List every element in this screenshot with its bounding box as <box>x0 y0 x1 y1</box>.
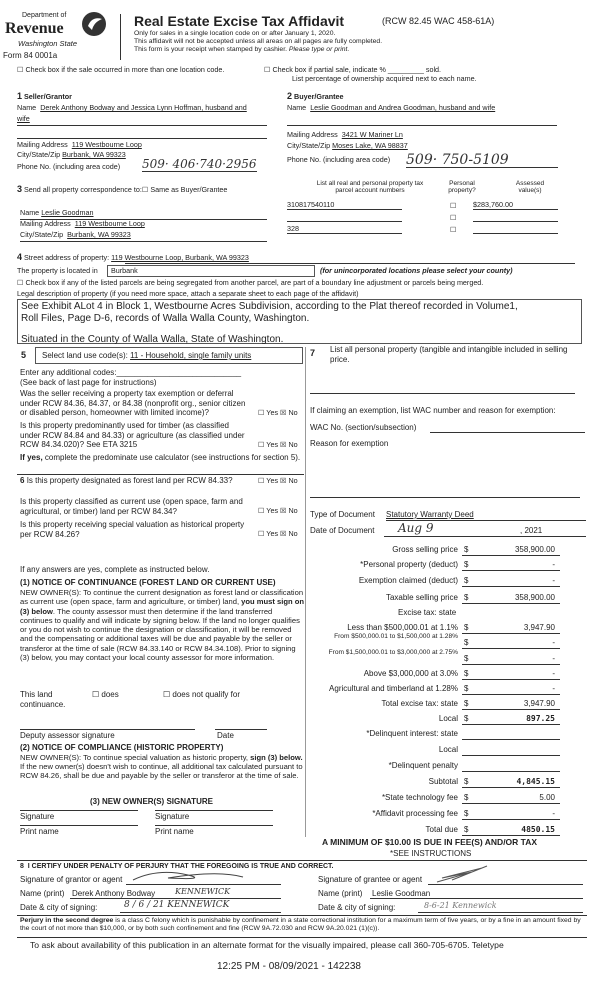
label: The property is located in <box>17 266 98 275</box>
t: NEW OWNER(S): To continue the current designation as forest land or classification as current use (open space, farm and agriculture, or timber) land, <box>20 588 304 607</box>
logo-state: Washington State <box>18 39 78 48</box>
line <box>418 912 583 913</box>
q-forest <box>20 476 250 486</box>
print-name-line[interactable] <box>155 825 273 826</box>
dollar-sign: $ <box>464 714 469 723</box>
signature-line[interactable] <box>155 810 273 811</box>
additional-codes[interactable] <box>20 368 241 387</box>
value: Leslie Goodman <box>41 208 94 217</box>
tax-row-label: *Personal property (deduct) <box>360 560 458 569</box>
label: Date & city of signing: <box>20 903 98 912</box>
section-number: 3 <box>17 184 23 194</box>
tax-row-value[interactable]: 358,900.00 <box>514 545 555 554</box>
dollar-sign: $ <box>464 576 469 585</box>
minimum-due-note: A MINIMUM OF $10.00 IS DUE IN FEE(S) AND/OR TAX <box>322 837 538 847</box>
does-checkbox[interactable]: ☐ does <box>92 690 119 699</box>
section-number: 2 <box>287 91 293 101</box>
parcel-number[interactable]: 328 <box>287 225 402 234</box>
land-use-select[interactable] <box>35 347 303 364</box>
label: Name (print) <box>318 889 363 898</box>
exemption-label: If claiming an exemption, list WAC number and reason for exemption: <box>310 406 556 415</box>
seller-mail-field[interactable] <box>17 141 142 149</box>
label: Print name <box>155 827 194 836</box>
tax-row-line <box>462 709 560 710</box>
dollar-sign: $ <box>464 545 469 554</box>
seller-heading <box>17 91 72 101</box>
label: Signature of grantee or agent <box>318 875 423 884</box>
t: I CERTIFY UNDER PENALTY OF PERJURY THAT THE FOREGOING IS TRUE AND CORRECT. <box>27 863 334 870</box>
location-note: (for unincorporated locations please select your county) <box>320 266 513 275</box>
corr-heading <box>17 184 227 194</box>
section-title: Seller/Grantor <box>24 92 72 101</box>
tax-row-label: Exemption claimed (deduct) <box>358 576 458 585</box>
tax-row-line <box>462 570 560 571</box>
deputy-signature-line[interactable] <box>20 729 195 730</box>
tax-row-line <box>462 679 560 680</box>
tax-row-value[interactable]: 4850.15 <box>521 825 555 834</box>
label: Signature <box>155 812 190 821</box>
t: . The county assessor must then determine if the land transferred continues to qualify and will indicate by signing below. If the land no longer qualifies or you do not wish to continue the designation or classification, it will be removed and the compensating or additional taxes will be due and payable by the seller or transferor at the time of sale (RCW 84.33.140 or RCW 84.34.108). Prior to signing (3) below, you may contact your local county assessor for more information. <box>20 606 300 662</box>
section-number: 4 <box>17 252 23 262</box>
tax-row-line <box>462 648 560 649</box>
line <box>370 898 583 899</box>
wac-label: WAC No. (section/subsection) <box>310 423 417 432</box>
dollar-sign: $ <box>464 669 469 678</box>
label: Print name <box>20 827 59 836</box>
corr-mail-field[interactable] <box>20 220 145 228</box>
tax-row-label: Above $3,000,000 at 3.0% <box>363 669 458 678</box>
tax-row-value[interactable]: 3,947.90 <box>523 623 555 632</box>
line <box>428 884 583 885</box>
seller-name: Derek Anthony Bodway and Jessica Lynn Hoffman, husband and <box>40 103 247 112</box>
partial-sale-checkbox[interactable]: ☐ Check box if partial sale, indicate % _________ sold. <box>264 65 442 74</box>
line <box>126 884 281 885</box>
tax-row-label: *Affidavit processing fee <box>372 809 458 818</box>
label: Phone No. (including area code) <box>17 162 121 171</box>
label: Name <box>287 103 307 112</box>
grantor-signature[interactable] <box>128 868 248 884</box>
tax-row-line <box>462 664 560 665</box>
tax-row-value[interactable]: - <box>552 669 555 678</box>
personal-property-line[interactable] <box>310 393 575 394</box>
label: Mailing Address <box>17 140 68 149</box>
page-title: Real Estate Excise Tax Affidavit <box>134 13 345 29</box>
grantee-signature[interactable] <box>432 864 492 884</box>
parcel-number[interactable]: 310817540110 <box>287 201 402 210</box>
header-note: This affidavit will not be accepted unless all areas on all pages are fully completed. <box>134 38 383 45</box>
dollar-sign: $ <box>464 593 469 602</box>
dollar-sign: $ <box>464 777 469 786</box>
legal-label: Legal description of property (if you need more space, attach a separate sheet to each page of the affidavit) <box>17 289 359 298</box>
grantee-name[interactable]: Leslie Goodman <box>372 889 431 898</box>
q-exemption: Was the seller receiving a property tax exemption or deferral under RCW 84.36, 84.37, or 84.38 (nonprofit org., senior citizen or disabled person, homeowner with limited income)? <box>20 389 246 418</box>
dollar-sign: $ <box>464 699 469 708</box>
line <box>20 241 267 242</box>
tax-row-value[interactable]: - <box>552 560 555 569</box>
label: Mailing Address <box>20 219 71 228</box>
value: 119 Westbourne Loop <box>71 140 142 149</box>
q-timber: Is this property predominantly used for timber (as classified under RCW 84.84 and 84.33) or agriculture (as classified under RCW 84.34.020)? See ETA 3215 <box>20 421 245 450</box>
section-title: Buyer/Grantee <box>294 92 344 101</box>
label: Name (print) <box>20 889 65 898</box>
does-not-checkbox[interactable]: ☐ does not qualify for <box>163 690 240 699</box>
tax-row-label: Local <box>438 745 458 754</box>
yes-no-checkbox[interactable]: ☐ Yes ☒ No <box>258 529 298 538</box>
legal-line: Roll Files, Page D-6, records of Walla Walla County, Washington. <box>21 313 310 324</box>
tax-row-value[interactable]: - <box>552 684 555 693</box>
section-number: 5 <box>21 350 27 360</box>
assessed-value[interactable]: $283,760.00 <box>473 201 558 210</box>
document-year: , 2021 <box>520 526 543 535</box>
t: (See back of last page for instructions) <box>20 377 157 387</box>
buyer-mail-field[interactable] <box>287 131 403 139</box>
h: parcel account numbers <box>335 187 405 195</box>
excise-heading: Excise tax: state <box>398 608 457 617</box>
tax-row-line <box>462 633 560 634</box>
q-historic: Is this property receiving special valuation as historical property per RCW 84.26? <box>20 520 245 539</box>
tax-row-line <box>462 755 560 756</box>
grantor-name[interactable]: Derek Anthony Bodway <box>72 889 156 898</box>
land-use-value: 11 - Household, single family units <box>130 351 252 360</box>
label: Select land use code(s): <box>42 351 128 360</box>
form-number: Form 84 0001a <box>3 51 58 60</box>
tax-row-value[interactable]: - <box>552 654 555 663</box>
label: Name <box>20 208 40 217</box>
label: Mailing Address <box>287 130 338 139</box>
tax-row-label: Taxable selling price <box>385 593 458 602</box>
header-note-text: This form is your receipt when stamped by cashier. <box>134 46 287 53</box>
dollar-sign: $ <box>464 825 469 834</box>
divider <box>17 860 587 861</box>
line <box>125 263 575 264</box>
t: Is this property designated as forest land per RCW 84.33? <box>26 476 233 485</box>
label: City/State/Zip <box>287 141 331 150</box>
label: This land <box>20 690 53 699</box>
personal-checkbox[interactable]: ☐ <box>450 201 457 210</box>
tax-row-label: From $1,500,000.01 to $3,000,000 at 2.75% <box>328 649 458 656</box>
tax-row-value[interactable]: - <box>552 576 555 585</box>
header-note-italic: Please type or print. <box>288 46 350 53</box>
t: If the new owner(s) doesn't wish to continue, all additional tax calculated pursuant to RCW 84.26, shall be due and payable by the seller or transferor at the time of sale. <box>20 762 303 781</box>
ownership-note: List percentage of ownership acquired next to each name. <box>292 74 477 83</box>
personal-checkbox[interactable]: ☐ <box>450 213 457 222</box>
legal-line: Situated in the County of Walla Walla, State of Washington. <box>21 334 284 345</box>
document-date[interactable]: Aug 9 <box>398 521 434 535</box>
divider <box>17 937 587 938</box>
h: List all real and personal property tax <box>316 180 424 187</box>
if-yes-note <box>20 453 302 463</box>
tax-row-value[interactable]: 5.00 <box>539 793 555 802</box>
tax-row-line <box>462 771 560 772</box>
reason-label: Reason for exemption <box>310 439 389 448</box>
tax-row-label: Total due <box>425 825 458 834</box>
header-note: Only for sales in a single location code on or after January 1, 2020. <box>134 30 336 37</box>
accessibility-note: To ask about availability of this publication in an alternate format for the visually impaired, please call 360-705-6705. Teletype <box>30 940 504 950</box>
t: is a class C felony which is punishable by confinement in a state correctional institution for a maximum term of five years, or by a fine in an amount fixed by the court of not more than $10,000, or by both such confinement and fine (RCW 9A.72.030 and RCW 9A.20.021 (1)(c)). <box>20 917 581 933</box>
tax-row-line <box>462 739 560 740</box>
dollar-sign: $ <box>464 654 469 663</box>
tax-row-label: *Delinquent penalty <box>388 761 458 770</box>
tax-row-line <box>462 787 560 788</box>
tax-row-line <box>462 694 560 695</box>
section-title: Send all property correspondence to:☐ Same as Buyer/Grantee <box>24 185 228 194</box>
see-instructions: *SEE INSTRUCTIONS <box>390 849 472 858</box>
title-rcw: (RCW 82.45 WAC 458-61A) <box>382 16 495 26</box>
personal-checkbox[interactable]: ☐ <box>450 225 457 234</box>
tax-row-value[interactable]: - <box>552 638 555 647</box>
h: Personal <box>449 180 475 187</box>
tax-row-value[interactable]: 897.25 <box>526 714 555 723</box>
label: Date of Document <box>310 526 375 535</box>
parcel-col-header <box>300 180 440 195</box>
notice-compliance-text <box>20 753 305 780</box>
line <box>17 125 267 126</box>
seller-name-field[interactable] <box>17 104 247 112</box>
reason-line[interactable] <box>310 497 580 498</box>
new-owner-signature-title: (3) NEW OWNER(S) SIGNATURE <box>90 797 213 806</box>
document-type[interactable]: Statutory Warranty Deed <box>386 510 474 519</box>
parcel-number[interactable] <box>287 213 402 222</box>
seller-name-cont: wife <box>17 114 30 123</box>
line <box>20 219 267 220</box>
b: sign (3) below. <box>250 753 303 762</box>
tax-row-line <box>462 555 560 556</box>
buyer-heading <box>287 91 344 101</box>
logo-revenue: Revenue <box>5 20 64 37</box>
b: you must sign on (3) below <box>20 597 305 616</box>
notice-continuance-title: (1) NOTICE OF CONTINUANCE (FOREST LAND OR CURRENT USE) <box>20 578 276 587</box>
label: City/State/Zip <box>17 150 61 159</box>
dollar-sign: $ <box>464 638 469 647</box>
tax-row-label: Gross selling price <box>392 545 458 554</box>
section-number: 8 <box>20 863 24 870</box>
tax-row-line <box>462 803 560 804</box>
header-note <box>134 46 349 54</box>
tax-row-label: From $500,000.01 to $1,500,000 at 1.28% <box>334 633 458 640</box>
line <box>70 898 281 899</box>
print-name-line[interactable] <box>20 825 138 826</box>
label: Date <box>217 731 234 740</box>
section-number: 6 <box>20 476 25 485</box>
h: Assessed <box>515 180 545 187</box>
dor-emblem-icon <box>80 10 108 38</box>
divider <box>17 915 587 916</box>
t: Enter any additional codes:____________________________ <box>20 368 242 377</box>
assessed-col-header <box>505 180 555 195</box>
line <box>17 474 304 475</box>
tax-row-value[interactable]: 4,845.15 <box>516 777 555 786</box>
grantor-date-city[interactable]: 8 / 6 / 21 KENNEWICK <box>124 900 230 910</box>
label: City/State/Zip <box>20 230 64 239</box>
line <box>17 138 267 139</box>
instruction: If any answers are yes, complete as instructed below. <box>20 565 210 574</box>
label: Type of Document <box>310 510 375 519</box>
line <box>287 125 557 126</box>
tax-row-label: *State technology fee <box>381 793 458 802</box>
personal-property-label: List all personal property (tangible and intangible included in selling price. <box>330 345 568 364</box>
label: continuance. <box>20 700 66 709</box>
tax-row-value[interactable]: 3,947.90 <box>523 699 555 708</box>
t: complete the predominate use calculator (see instructions for section 5). <box>42 453 301 462</box>
value: 3421 W Mariner Ln <box>341 130 403 139</box>
tax-row-value[interactable]: - <box>552 809 555 818</box>
corr-city-field[interactable] <box>20 231 131 239</box>
buyer-phone[interactable]: 509· 750-5109 <box>406 153 558 168</box>
buyer-name-field[interactable] <box>287 104 495 112</box>
tax-row-label: Local <box>438 714 458 723</box>
b: If yes, <box>20 453 43 462</box>
legal-description-field[interactable] <box>17 299 582 344</box>
buyer-name: Leslie Goodman and Andrea Goodman, husband and wife <box>310 103 496 112</box>
h: property? <box>448 187 476 195</box>
header-divider <box>120 14 121 60</box>
t: NEW OWNER(S): To continue special valuation as historic property, <box>20 753 251 762</box>
label: Signature of grantor or agent <box>20 875 123 884</box>
buyer-city-field[interactable] <box>287 142 408 150</box>
tax-row-label: Agricultural and timberland at 1.28% <box>329 684 458 693</box>
legal-line: See Exhibit ALot 4 in Block 1, Westbourne Acres Subdivision, according to the Plat thereof recorded in Volume1, <box>21 301 518 312</box>
tax-row-label: Less than $500,000.01 at 1.1% <box>347 623 458 632</box>
corr-name-field[interactable] <box>20 209 94 217</box>
tax-row-label: *Delinquent interest: state <box>366 729 458 738</box>
tax-row-line <box>462 819 560 820</box>
value: 119 Westbourne Loop <box>74 219 145 228</box>
dollar-sign: $ <box>464 684 469 693</box>
label: Date & city of signing: <box>318 903 396 912</box>
notice-continuance-text <box>20 588 305 662</box>
personal-col-header <box>442 180 482 195</box>
yes-no-checkbox[interactable]: ☐ Yes ☒ No <box>258 506 298 515</box>
section-number: 1 <box>17 91 23 101</box>
section-number: 7 <box>310 348 316 358</box>
value: Moses Lake, WA 98837 <box>332 141 408 150</box>
yes-no-checkbox[interactable]: ☐ Yes ☒ No <box>258 408 298 417</box>
tax-row-line <box>462 586 560 587</box>
line <box>384 536 586 537</box>
assessed-value[interactable] <box>473 213 558 222</box>
value: Burbank, WA 99323 <box>67 230 131 239</box>
seller-phone[interactable]: 509· 406·740·2956 <box>142 157 257 171</box>
logo-dept: Department of <box>22 12 67 19</box>
street-field[interactable] <box>17 252 249 262</box>
signature-line[interactable] <box>20 810 138 811</box>
notice-compliance-title: (2) NOTICE OF COMPLIANCE (HISTORIC PROPERTY) <box>20 743 224 752</box>
grantee-date-city[interactable]: 8-6-21 Kennewick <box>424 901 497 910</box>
yes-no-checkbox[interactable]: ☐ Yes ☒ No <box>258 440 298 449</box>
multi-location-checkbox[interactable]: ☐ Check box if the sale occurred in more than one location code. <box>17 65 225 74</box>
dollar-sign: $ <box>464 560 469 569</box>
label: Deputy assessor signature <box>20 731 115 740</box>
label: Name <box>17 103 37 112</box>
tax-row-line <box>462 835 560 836</box>
tax-row-label: Total excise tax: state <box>381 699 458 708</box>
tax-row-line <box>462 724 560 725</box>
street-value: 119 Westbourne Loop, Burbank, WA 99323 <box>111 253 249 262</box>
perjury-notice <box>20 917 588 934</box>
yes-no-checkbox[interactable]: ☐ Yes ☒ No <box>258 476 298 485</box>
label: Street address of property: <box>24 253 110 262</box>
tax-row-value[interactable]: 358,900.00 <box>514 593 555 602</box>
seller-city-field[interactable] <box>17 151 126 159</box>
wac-line[interactable] <box>430 432 585 433</box>
assessed-value[interactable] <box>473 225 558 234</box>
dollar-sign: $ <box>464 809 469 818</box>
label: Signature <box>20 812 55 821</box>
h: value(s) <box>518 187 542 195</box>
b: Perjury in the second degree <box>20 917 114 924</box>
label: Phone No. (including area code) <box>287 155 391 164</box>
tax-row-line <box>462 603 560 604</box>
line <box>120 912 281 913</box>
tax-row-label: Subtotal <box>428 777 458 786</box>
handwritten-city: KENNEWICK <box>175 887 231 896</box>
cashier-stamp: 12:25 PM - 08/09/2021 - 142238 <box>217 961 361 972</box>
segregated-checkbox[interactable]: ☐ Check box if any of the listed parcels are being segregated from another parcel, are part of a boundary line adjustment or parcels being merged. <box>17 278 484 287</box>
location-select[interactable]: Burbank <box>107 265 315 277</box>
dollar-sign: $ <box>464 623 469 632</box>
dollar-sign: $ <box>464 793 469 802</box>
q-current-use: Is this property classified as current use (open space, farm and agricultural, or timber) land per RCW 84.34? <box>20 497 243 516</box>
date-line[interactable] <box>215 729 267 730</box>
value: Burbank, WA 99323 <box>62 150 126 159</box>
